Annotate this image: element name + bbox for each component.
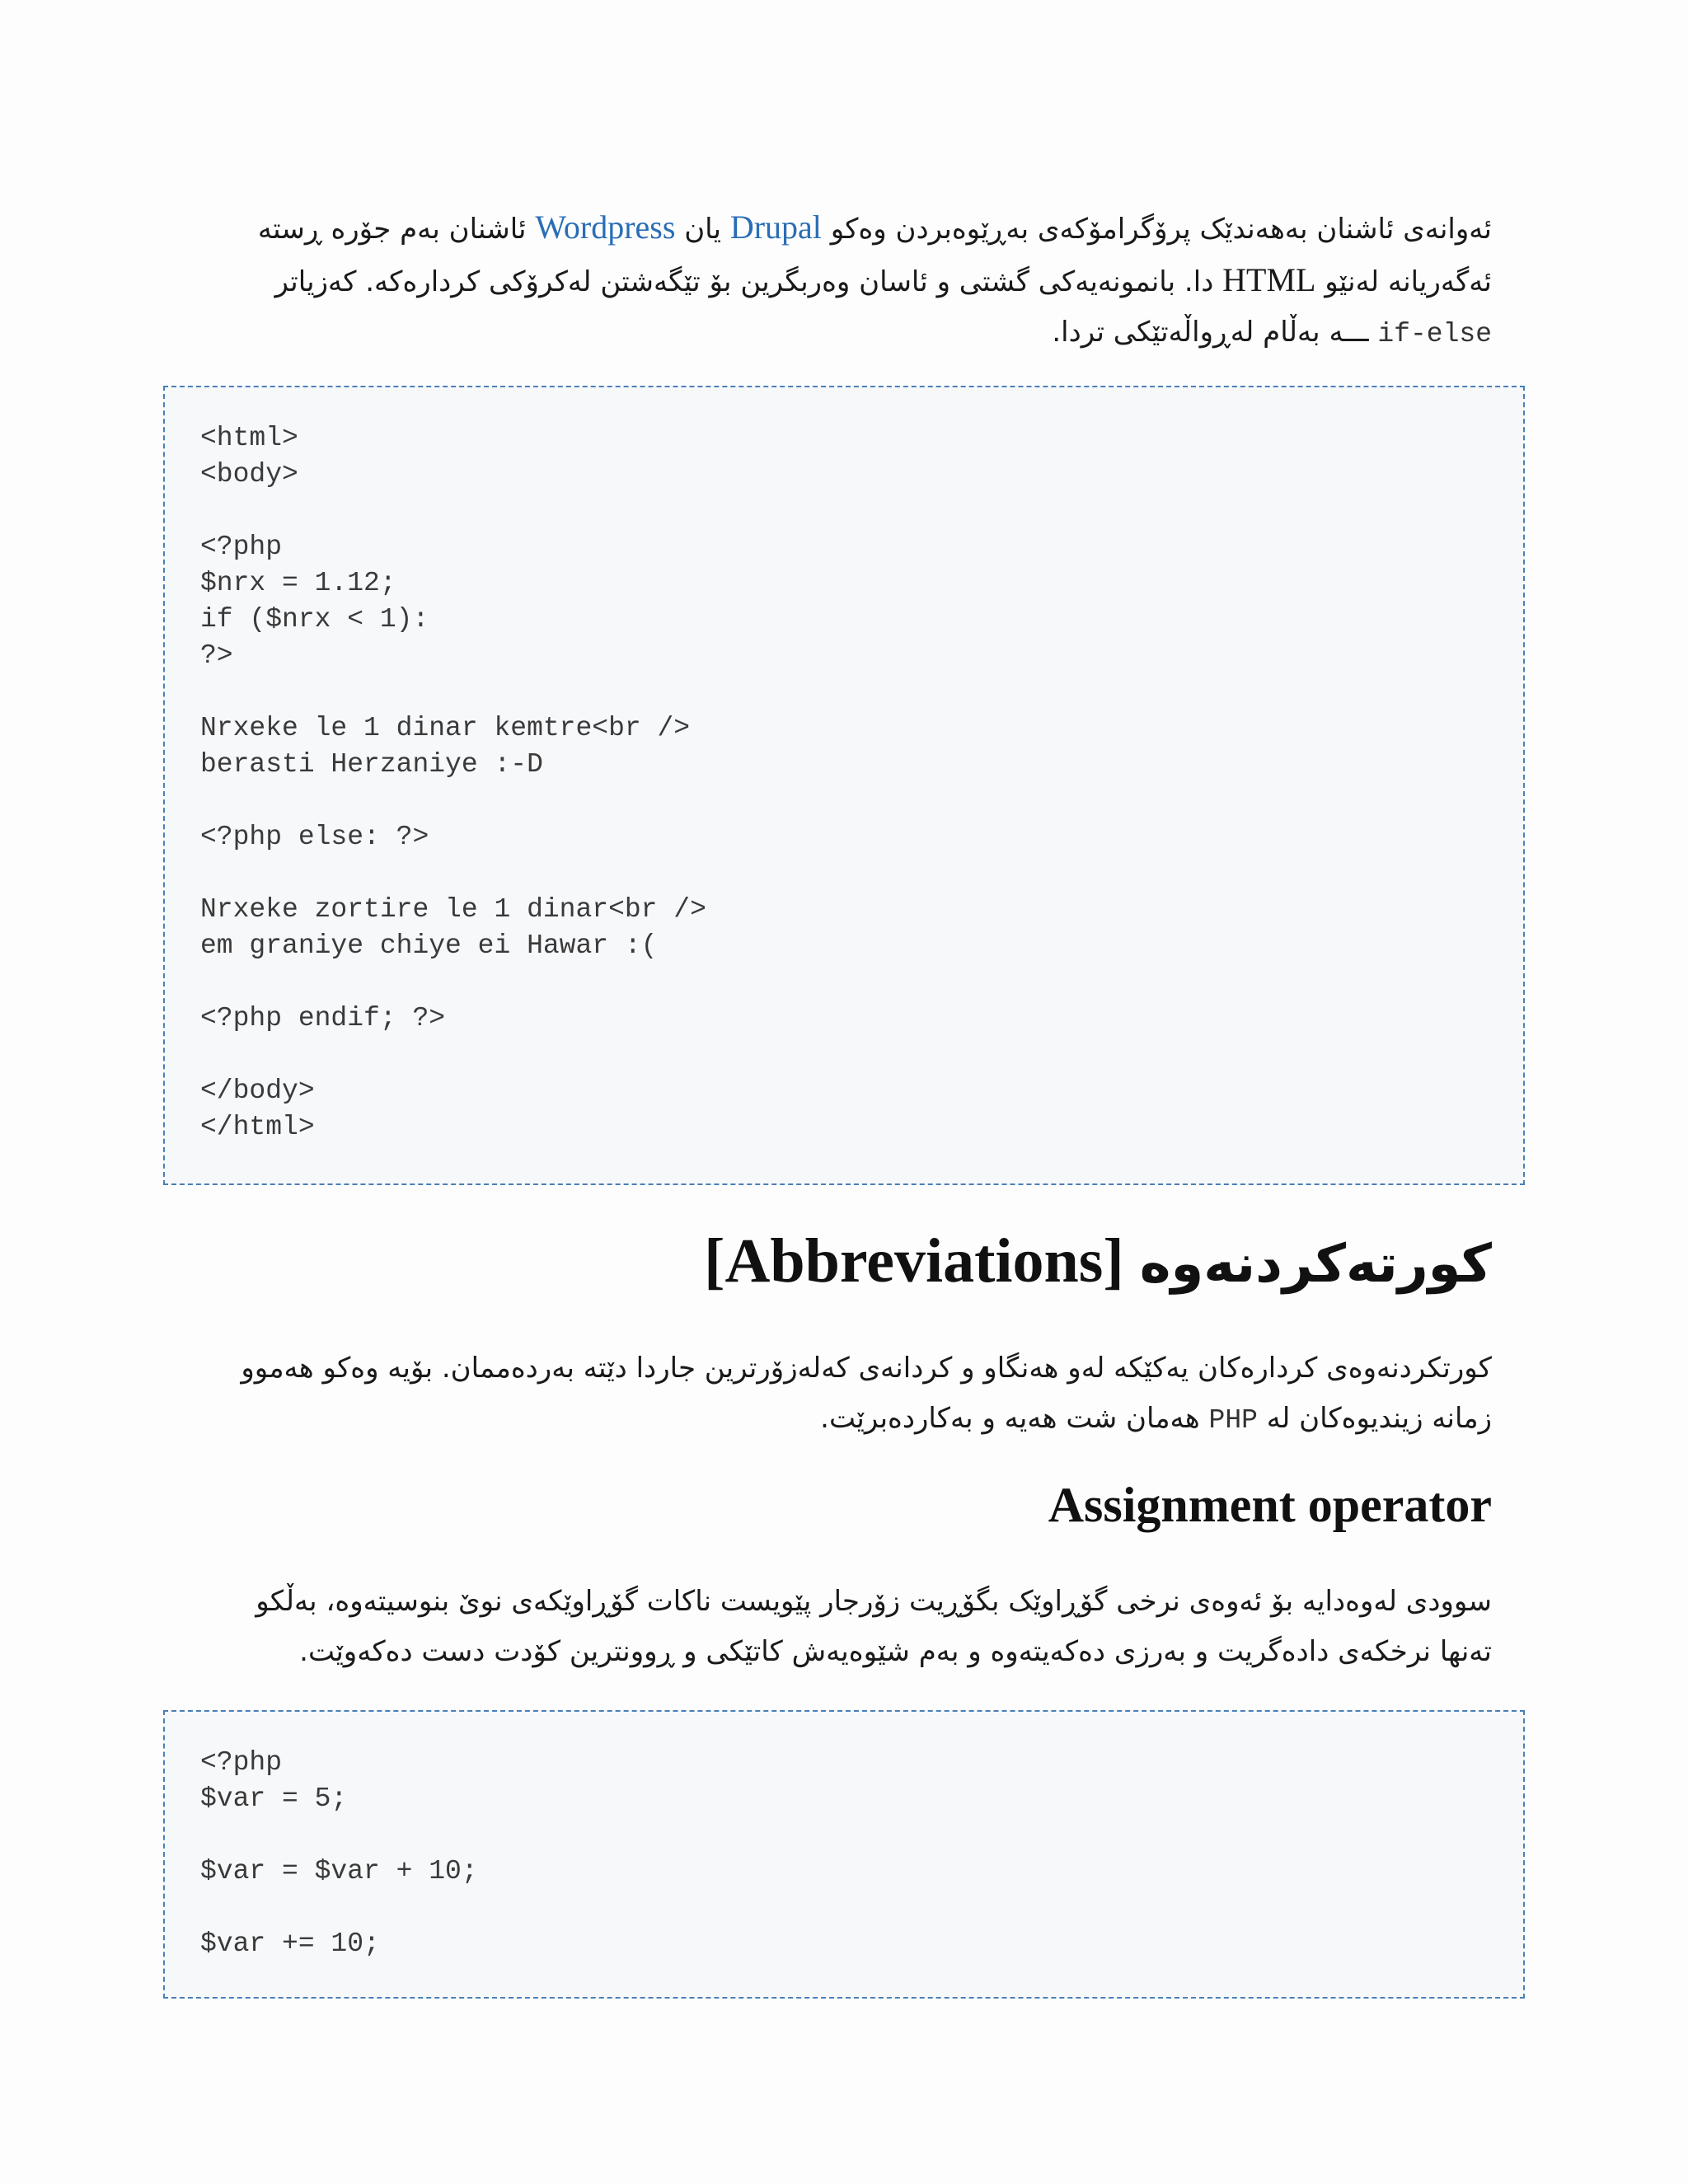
code-line: $var = 5; [200, 1783, 348, 1814]
code-line: </html> [200, 1112, 315, 1142]
code-line: <?php [200, 1747, 283, 1778]
html-term: HTML [1222, 261, 1316, 298]
heading-abbreviations-latin: [Abbreviations] [704, 1226, 1124, 1296]
code-block-content [165, 1745, 1523, 1962]
code-line: Nrxeke zortire le 1 dinar<br /> [200, 894, 706, 925]
code-line: $nrx = 1.12; [200, 568, 396, 598]
code-line: <html> [200, 423, 298, 453]
code-line: if ($nrx < 1): [200, 604, 429, 635]
heading-abbreviations-kurdish: کورتەکردنەوە [1139, 1234, 1492, 1295]
wordpress-link[interactable]: Wordpress [535, 209, 676, 246]
heading-assignment-operator: Assignment operator [1048, 1478, 1492, 1532]
code-line: <?php else: ?> [200, 822, 429, 852]
code-line: <?php [200, 532, 283, 562]
intro-paragraph [223, 202, 1492, 359]
intro-text-4: دا. بانمونەیەکی گشتی و ئاسان وەربگرین بۆ تێگەشتن لەکرۆکی کردارەکە. کەزیاتر [274, 265, 1223, 298]
drupal-link[interactable]: Drupal [729, 209, 822, 246]
abbrev-text-1: کورتکردنەوەی کردارەکان یەکێکە لەو هەنگاو و کردانەی کەلەزۆرترین جاردا دێتە بەردەممان. بۆیە وەکو هەموو زمانە زیندیوەکان لە [241, 1352, 1492, 1435]
if-else-code: if-else [1377, 319, 1492, 349]
intro-text-5: ـــە بەڵام لەڕواڵەتێکی تردا. [1052, 316, 1378, 349]
intro-text-2: یان [675, 213, 730, 246]
code-line: <?php endif; ?> [200, 1003, 446, 1033]
code-block-assignment [163, 1710, 1525, 1999]
code-line: Nrxeke le 1 dinar kemtre<br /> [200, 713, 691, 743]
code-line: $var += 10; [200, 1929, 380, 1959]
code-line: berasti Herzaniye :-D [200, 749, 543, 780]
php-code: PHP [1208, 1405, 1258, 1436]
code-block-content [165, 420, 1523, 1146]
heading-abbreviations [223, 1221, 1492, 1304]
abbrev-text-2: هەمان شت هەیە و بەکاردەبرێت. [820, 1402, 1209, 1435]
code-block-html-if-else [163, 386, 1525, 1185]
code-line: <body> [200, 459, 298, 490]
code-line: </body> [200, 1076, 315, 1106]
code-line: $var = $var + 10; [200, 1856, 478, 1886]
intro-text-1: ئەوانەی ئاشنان بەهەندێک پرۆگرامۆکەی بەڕێوەبردن وەکو [821, 213, 1492, 246]
assignment-paragraph: سوودی لەوەدایە بۆ ئەوەی نرخی گۆڕاوێک بگۆڕیت زۆرجار پێویست ناکات گۆڕاوێکەی نوێ بنوسیتەوە، بەڵکو تەنها نرخکەی دادەگریت و بەرزی دەکەیتەوە و بەم شێوەیەش کاتێکی و ڕوونترین کۆدت دست دەکەوێت. [256, 1585, 1492, 1668]
intro-text-3: ئاشنان بەم جۆرە ڕستە ئەگەریانە لەنێو [257, 213, 1492, 298]
code-line: em graniye chiye ei Hawar :( [200, 930, 658, 961]
abbreviations-paragraph [223, 1343, 1492, 1446]
code-line: ?> [200, 640, 233, 671]
